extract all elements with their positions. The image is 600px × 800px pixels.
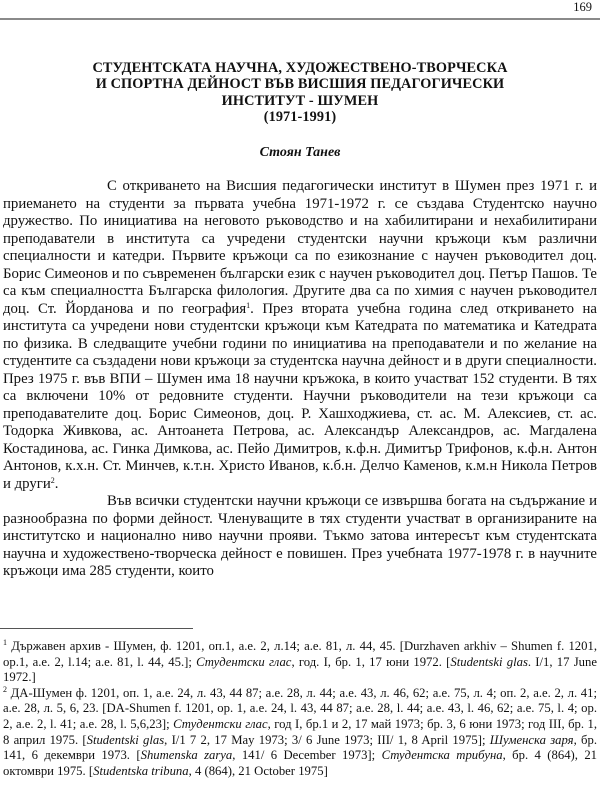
footnote-separator [0,628,193,629]
footnote-source-title: Студентски глас [173,716,268,731]
footnote-source-title: Studentska tribuna [93,763,189,778]
footnote-ref[interactable]: 2 [50,475,55,485]
footnote-text: . I/1, 17 June 1972.] [3,654,597,685]
paragraph-text: . [54,475,59,492]
footnote-text: бр. 141, 6 декември 1973. [ [3,732,597,763]
footnote-text: Държавен архив - Шумен, ф. 1201, оп.1, а.е. 2, л.14; а.е. 81, л. 44, 45. [Durzhaven arkhiv – Shumen f. 1201, op.1, a.e. 2, l.14; a.e. 81, l. 44, 45.]; [3,639,597,669]
title-line: И СПОРТНА ДЕЙНОСТ ВЪВ ВИСШИЯ ПЕДАГОГИЧЕСКИ [95,76,505,93]
footnote-text: ДА-Шумен ф. 1201, оп. 1, а.е. 24, л. 43, 44 87; а.е. 28, л. 44; а.е. 43, л. 46, 62; а.е. 75, л. 4; оп. 2, а.е. 2, л. 41; а.е. 28, л. 5, 6, 23. [DA-Shumen f. 1201, op. 1, a.e. 24, l. 43, 44 87; a.e. 28, l. 44; a.e. 43, l. 46, 62; a.e. 75, l. 4; op. 2, a.e. 2, l. 41; a.e. 28, l. 5,6,23]; [3,685,597,731]
header-rule [0,18,600,20]
footnote-ref[interactable]: 1 [246,300,251,310]
paragraph-text: . През втората учебна година след откриването на института са учредени нови студентски кръжоци към Катедрата по математика и Катедрата по физика. В следващите учебни години по инициатива на преподаватели и по желание на студентите са създадени нови кръжоци за студентска научна дейност и в други специалности. През 1975 г. във ВПИ – Шумен има 18 научни кръжока, в които участват 152 студенти. В тях са включени 10% от редовните студенти. Научни ръководители на тези кръжоци са преподавателите доц. Борис Симеонов, доц. Р. Хашходжиева, ст. ас. М. Алексиев, ст. ас. Тодорка Живкова, ас. Антоанета Петрова, ас. Александър Александров, ас. Магдалена Костадинова, ас. Гинка Димкова, ас. Пейо Димитров, к.ф.н. Димитър Трифонов, к.ф.н. Антон Антонов, к.х.н. Ст. Минчев, к.т.н. Христо Иванов, к.б.н. Делчо Каменов, к.м.н Никола Петров и други [3,300,597,492]
footnote-marker: 2 [3,684,7,694]
page-number: 169 [573,0,592,14]
footnote-text: , год I, бр.1 и 2, 17 май 1973; бр. 3, 6 юни 1973; год III, бр. 1, 8 април 1975. [ [3,716,598,747]
paragraph [3,178,597,493]
article-body [3,178,597,581]
footnote-text: , I/1 7 2, 17 May 1973; 3/ 6 June 1973; III/ 1, 8 April 1975]; [164,732,490,747]
footnote-text: , бр. 4 (864), 21 октомври 1975. [ [3,748,598,778]
title-line: СТУДЕНТСКАТА НАУЧНА, ХУДОЖЕСТВЕНО-ТВОРЧЕСКА [92,60,508,76]
footnote [3,686,597,780]
paragraph: Във всички студентски научни кръжоци се извършва богата на съдържание и разнообразна по форми дейност. Членуващите в тях студенти участват в организираните на институтско и национално ниво научни прояви. Тъкмо затова интересът към студентската научна и художествено-творческа дейност е повишен. През учебната 1977-1978 г. в научните кръжоци има 285 студенти, които [3,493,597,579]
title-line: ИНСТИТУТ - ШУМЕН [221,92,379,109]
footnote-source-title: Шуменска заря, [489,732,577,747]
article-title [0,60,600,125]
footnote-marker: 1 [3,638,7,647]
paragraph-text: С откриването на Висшия педагогически институт в Шумен през 1971 г. и приемането на студенти за първата учебна 1971-1972 г. се създава Студентско научно дружество. По инициатива на неговото ръководство и на хабилитирани и нехабилитирани преподаватели в института са учредени студентски научни кръжоци към различни специалности и катедри. Първите кръжоци са по езикознание с научен ръководител доц. Борис Симеонов и по съвременен български език с научен ръководител доц. Петър Пашов. Те са към специалността Българска филология. Другите два са по химия с научен ръководител доц. Ст. Йорданова и по география [3,178,597,317]
title-years: (1971-1991) [263,108,337,125]
footnote-text: , год. I, бр. 1, 17 юни 1972. [ [291,654,451,669]
footnote-source-title: Studentski glas [86,732,165,747]
footnote-text: , 141/ 6 December 1973]; [232,748,382,763]
footnote-text: , 4 (864), 21 October 1975] [188,763,328,778]
footnote-source-title: Студентски глас [196,654,292,669]
footnote-source-title: Shumenska zarya [140,748,233,763]
footnote-source-title: Студентска трибуна [381,748,503,763]
footnotes [3,639,597,779]
footnote [3,639,597,686]
author-name: Стоян Танев [259,145,341,160]
footnote-source-title: Studentski glas [450,654,528,669]
